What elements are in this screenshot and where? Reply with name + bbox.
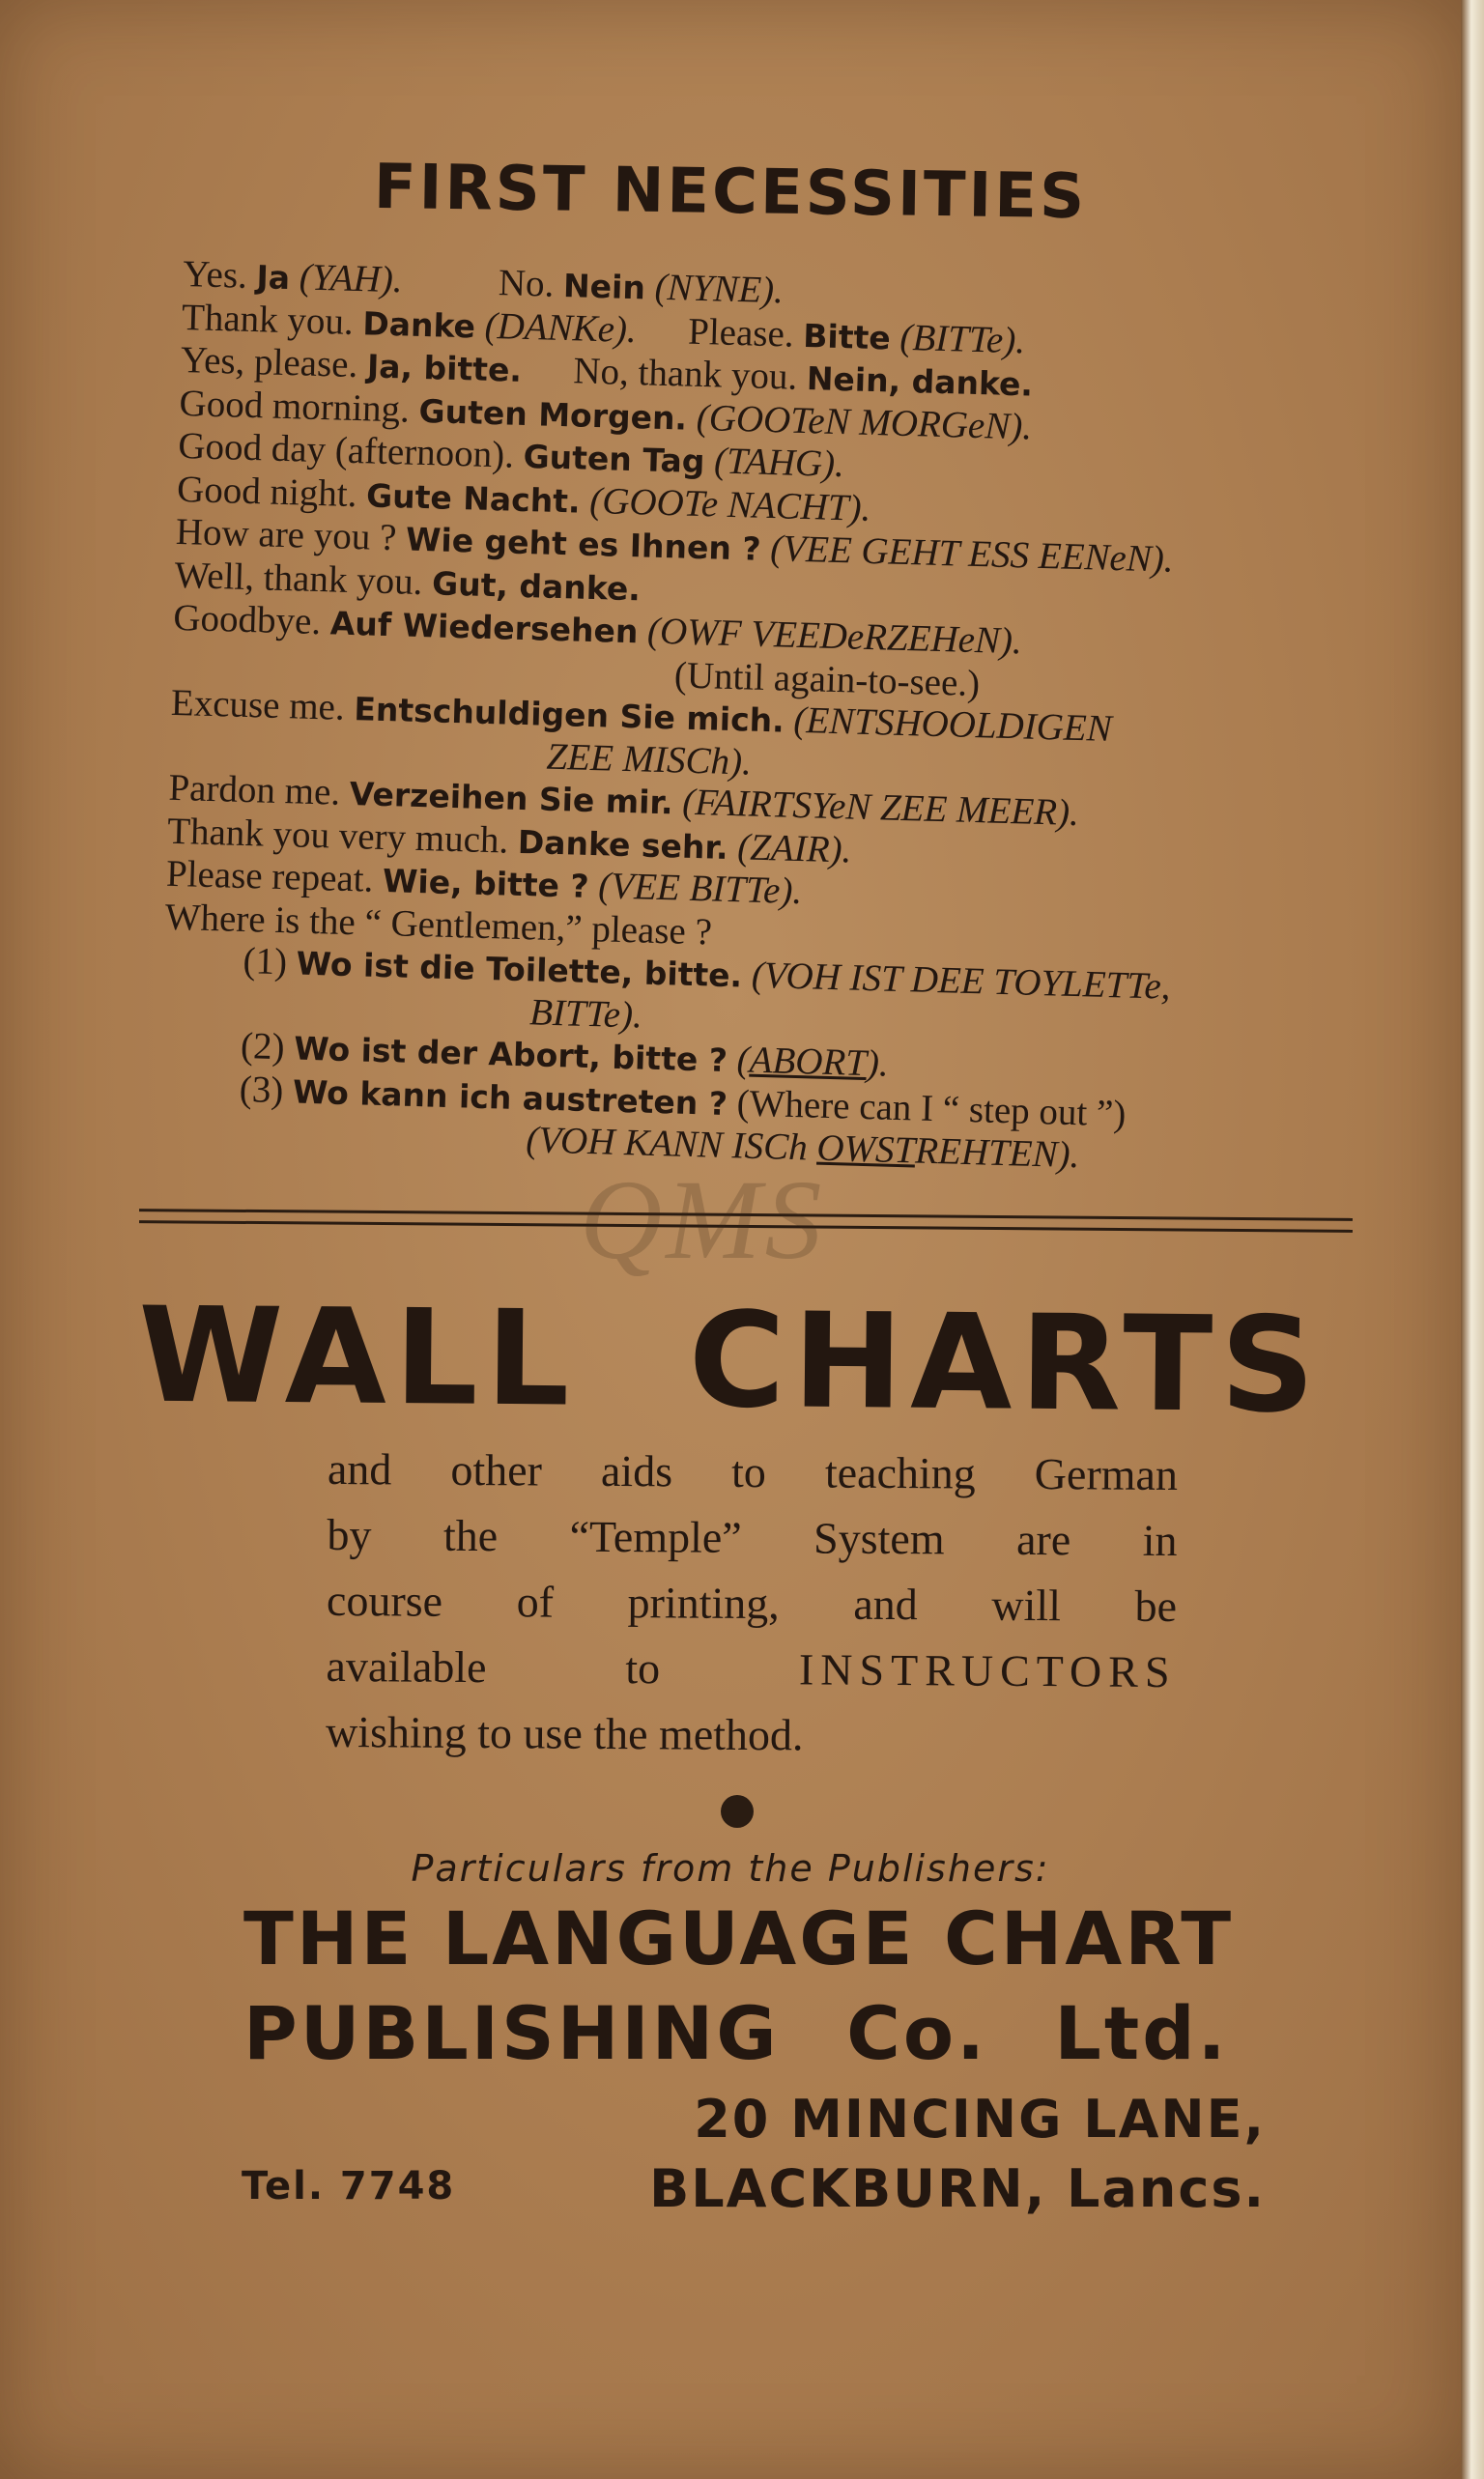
advert-line: by the “Temple” System are in (327, 1509, 1178, 1566)
german-phrase: Danke (361, 303, 476, 345)
telephone-number: Tel. 7748 (242, 2164, 456, 2208)
pronunciation: (DANKe). (484, 304, 638, 351)
pronunciation: (GOOTeN MORGeN). (696, 396, 1033, 448)
option-number: (2) (240, 1024, 286, 1069)
pronunciation: (OWF VEEDeRZEHeN). (646, 610, 1023, 663)
pronunciation: (FAIRTSYeN ZEE MEER). (681, 781, 1080, 835)
option-number: (3) (239, 1068, 284, 1111)
english-phrase: Good day (afternoon). (177, 424, 515, 476)
german-phrase: Bitte (802, 316, 892, 356)
particulars-label: Particulars from the Publishers: (411, 1847, 1050, 1890)
page-title: FIRST NECESSITIES (373, 151, 1088, 234)
english-phrase: Thank you very much. (166, 810, 509, 862)
bullet-dot (721, 1795, 754, 1828)
german-phrase: Verzeihen Sie mir. (349, 775, 674, 822)
pronunciation: (ZAIR). (736, 825, 852, 871)
pronunciation: (VEE BITTe). (597, 865, 803, 913)
english-phrase: Please repeat. (165, 852, 374, 900)
german-phrase: Danke sehr. (517, 822, 729, 867)
page-edge (1461, 0, 1484, 2479)
pronunciation-continued: ZEE MISCh). (546, 735, 753, 784)
german-phrase: Wo ist die Toilette, bitte. (296, 944, 743, 995)
pronunciation: (TAHG). (713, 440, 845, 486)
literal-translation: (Where can I “ step out ”) (736, 1081, 1127, 1135)
advert-headline: WALL CHARTS (137, 1279, 1324, 1443)
literal-translation: (Until again-to-see.) (673, 653, 981, 704)
advert-line: wishing to use the method. (325, 1706, 804, 1760)
option-number: (1) (242, 940, 288, 983)
advert-body (326, 1437, 1178, 1771)
address-town: BLACKBURN, Lancs. (649, 2158, 1266, 2219)
german-phrase: Nein (562, 266, 646, 307)
english-phrase: Well, thank you. (174, 554, 424, 603)
pronunciation: (NYNE). (654, 266, 785, 312)
german-phrase: Wie, bitte ? (382, 862, 590, 905)
advert-line: course of printing, and will be (326, 1575, 1178, 1632)
address-street: 20 MINCING LANE, (694, 2089, 1266, 2150)
german-phrase: Wo kann ich austreten ? (292, 1072, 728, 1123)
english-phrase: Yes, please. (180, 338, 358, 386)
english-phrase: Good night. (176, 468, 358, 515)
watermark: QMS (580, 1156, 826, 1283)
german-phrase: Guten Morgen. (418, 391, 688, 438)
publisher-name: THE LANGUAGE CHART (243, 1895, 1235, 1981)
english-phrase: No. (498, 262, 556, 305)
english-phrase: Thank you. (181, 296, 355, 343)
english-phrase: Where is the “ Gentlemen,” please ? (164, 896, 713, 954)
pronunciation-continued: BITTe). (528, 990, 643, 1037)
german-phrase: Auf Wiedersehen (329, 604, 639, 651)
pronunciation: (VEE GEHT ESS EENeN). (769, 527, 1175, 581)
pronunciation: (YAH). (299, 256, 404, 301)
english-phrase: Please. (687, 310, 795, 356)
german-phrase: Wo ist der Abort, bitte ? (293, 1029, 728, 1080)
instructors-emphasis: INSTRUCTORS (798, 1644, 1177, 1697)
german-phrase: Entschuldigen Sie mich. (353, 690, 785, 740)
english-phrase: Goodbye. (172, 596, 322, 643)
pronunciation: (VOH IST DEE TOYLETTe, (751, 954, 1172, 1008)
pronunciation: (ENTSHOOLDIGEN (792, 698, 1113, 751)
advert-line: available to INSTRUCTORS (326, 1640, 1177, 1697)
english-phrase: Yes. (182, 253, 248, 297)
phrase-list (158, 253, 1342, 1183)
english-phrase: Pardon me. (167, 766, 341, 813)
english-phrase: How are you ? (175, 510, 397, 559)
german-phrase: Gut, danke. (431, 563, 642, 608)
english-phrase: Excuse me. (170, 681, 346, 728)
german-phrase: Gute Nacht. (365, 475, 582, 521)
english-phrase: No, thank you. (572, 350, 798, 398)
pronunciation-continued: (VOH KANN ISCh OWSTREHTEN). (525, 1119, 1080, 1177)
pronunciation: (GOOTe NACHT). (588, 479, 871, 529)
publisher-name-line2: PUBLISHING Co. Ltd. (243, 1990, 1229, 2076)
pronunciation: (ABORT). (736, 1039, 890, 1085)
german-phrase: Ja (256, 258, 291, 298)
english-phrase: Good morning. (179, 382, 411, 431)
pronunciation: (BITTe). (899, 316, 1026, 361)
german-phrase: Ja, bitte. (366, 347, 523, 389)
german-phrase: Nein, danke. (806, 359, 1034, 404)
german-phrase: Guten Tag (523, 437, 705, 481)
german-phrase: Wie geht es Ihnen ? (405, 520, 762, 568)
advert-line: and other aids to teaching German (327, 1443, 1179, 1500)
